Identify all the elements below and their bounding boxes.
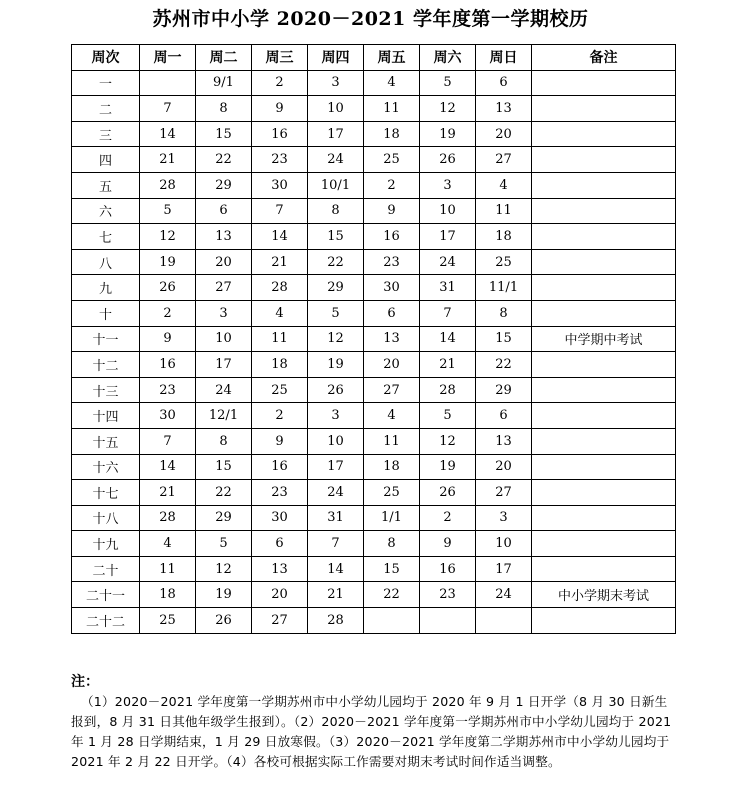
week-row [72, 352, 676, 378]
calendar-body [72, 70, 676, 633]
week-number-cell: 二十二 [72, 608, 140, 634]
date-cell: 15 [476, 326, 532, 352]
date-cell: 24 [476, 582, 532, 608]
week-row [72, 480, 676, 506]
date-cell: 26 [308, 377, 364, 403]
date-cell: 17 [420, 224, 476, 250]
date-cell: 23 [420, 582, 476, 608]
date-cell: 20 [252, 582, 308, 608]
week-row [72, 403, 676, 429]
column-header: 周五 [364, 45, 420, 71]
date-cell: 13 [476, 428, 532, 454]
date-cell: 27 [252, 608, 308, 634]
date-cell: 5 [140, 198, 196, 224]
date-cell: 2 [364, 172, 420, 198]
remark-cell [532, 275, 676, 301]
date-cell: 10 [476, 531, 532, 557]
date-cell: 10 [308, 428, 364, 454]
date-cell: 25 [364, 147, 420, 173]
date-cell: 16 [252, 121, 308, 147]
column-header: 周二 [196, 45, 252, 71]
date-cell: 23 [364, 249, 420, 275]
week-row [72, 198, 676, 224]
week-number-cell: 一 [72, 70, 140, 96]
week-row [72, 70, 676, 96]
remark-cell [532, 352, 676, 378]
date-cell: 18 [364, 121, 420, 147]
date-cell: 2 [420, 505, 476, 531]
date-cell: 15 [196, 454, 252, 480]
date-cell: 6 [476, 70, 532, 96]
week-number-cell: 十八 [72, 505, 140, 531]
remark-cell [532, 377, 676, 403]
date-cell: 8 [364, 531, 420, 557]
week-number-cell: 四 [72, 147, 140, 173]
date-cell: 30 [364, 275, 420, 301]
date-cell [140, 70, 196, 96]
date-cell [420, 608, 476, 634]
page-title: 苏州市中小学 2020－2021 学年度第一学期校历 [152, 8, 589, 30]
date-cell: 12 [196, 556, 252, 582]
date-cell: 21 [308, 582, 364, 608]
date-cell: 3 [308, 403, 364, 429]
date-cell: 18 [140, 582, 196, 608]
date-cell: 14 [420, 326, 476, 352]
remark-cell [532, 121, 676, 147]
date-cell: 3 [476, 505, 532, 531]
date-cell: 13 [476, 96, 532, 122]
week-row [72, 582, 676, 608]
remark-cell [532, 147, 676, 173]
week-row [72, 326, 676, 352]
date-cell: 29 [196, 505, 252, 531]
date-cell: 9 [252, 96, 308, 122]
date-cell [476, 608, 532, 634]
date-cell: 7 [140, 96, 196, 122]
date-cell: 15 [308, 224, 364, 250]
week-number-cell: 十三 [72, 377, 140, 403]
week-row [72, 172, 676, 198]
date-cell: 9 [364, 198, 420, 224]
date-cell: 15 [364, 556, 420, 582]
date-cell: 16 [252, 454, 308, 480]
week-number-cell: 二十一 [72, 582, 140, 608]
column-header: 周一 [140, 45, 196, 71]
date-cell: 14 [140, 121, 196, 147]
date-cell: 12 [308, 326, 364, 352]
notes-body: （1）2020－2021 学年度第一学期苏州市中小学幼儿园均于 2020 年 9 月 1 日开学（8 月 30 日新生报到，8 月 31 日其他年级学生报到）。（2）2020－2021 学年度第一学期苏州市中小学幼儿园均于 2021 年 1 月 28 日学期结束，1 月 29 日放寒假。（3）2020－2021 学年度第二学期苏州市中小学幼儿园均于 2021 年 2 月 22 日开学。（4）各校可根据实际工作需要对期末考试时间作适当调整。 [71, 694, 672, 769]
date-cell: 30 [252, 172, 308, 198]
date-cell: 27 [476, 480, 532, 506]
date-cell: 25 [476, 249, 532, 275]
date-cell: 6 [476, 403, 532, 429]
remark-cell [532, 531, 676, 557]
date-cell: 9 [140, 326, 196, 352]
date-cell: 3 [420, 172, 476, 198]
date-cell: 23 [252, 147, 308, 173]
date-cell: 23 [252, 480, 308, 506]
remark-cell [532, 300, 676, 326]
week-number-cell: 七 [72, 224, 140, 250]
date-cell: 27 [196, 275, 252, 301]
date-cell: 2 [252, 403, 308, 429]
date-cell: 6 [364, 300, 420, 326]
date-cell: 11 [140, 556, 196, 582]
date-cell: 25 [364, 480, 420, 506]
remark-cell [532, 70, 676, 96]
date-cell: 24 [308, 147, 364, 173]
column-header: 周次 [72, 45, 140, 71]
week-number-cell: 五 [72, 172, 140, 198]
date-cell: 1/1 [364, 505, 420, 531]
date-cell: 30 [252, 505, 308, 531]
date-cell: 23 [140, 377, 196, 403]
week-number-cell: 二 [72, 96, 140, 122]
date-cell: 12 [140, 224, 196, 250]
date-cell: 28 [140, 505, 196, 531]
date-cell: 16 [140, 352, 196, 378]
date-cell: 5 [420, 403, 476, 429]
date-cell: 20 [364, 352, 420, 378]
week-row [72, 300, 676, 326]
date-cell: 6 [252, 531, 308, 557]
remark-cell [532, 480, 676, 506]
date-cell: 16 [420, 556, 476, 582]
date-cell: 24 [420, 249, 476, 275]
date-cell: 29 [308, 275, 364, 301]
date-cell: 4 [476, 172, 532, 198]
week-row [72, 505, 676, 531]
date-cell: 13 [252, 556, 308, 582]
date-cell: 11 [364, 428, 420, 454]
date-cell: 4 [364, 403, 420, 429]
date-cell: 29 [196, 172, 252, 198]
date-cell: 8 [308, 198, 364, 224]
column-header: 备注 [532, 45, 676, 71]
date-cell: 24 [196, 377, 252, 403]
date-cell: 5 [308, 300, 364, 326]
week-number-cell: 十四 [72, 403, 140, 429]
date-cell: 7 [140, 428, 196, 454]
date-cell: 26 [420, 147, 476, 173]
date-cell: 12 [420, 428, 476, 454]
remark-cell [532, 428, 676, 454]
date-cell: 9 [420, 531, 476, 557]
date-cell: 4 [252, 300, 308, 326]
week-row [72, 377, 676, 403]
date-cell: 31 [308, 505, 364, 531]
remark-cell [532, 403, 676, 429]
date-cell: 25 [140, 608, 196, 634]
date-cell: 4 [364, 70, 420, 96]
date-cell: 8 [196, 428, 252, 454]
week-number-cell: 三 [72, 121, 140, 147]
date-cell: 20 [476, 121, 532, 147]
date-cell: 10 [196, 326, 252, 352]
week-number-cell: 十九 [72, 531, 140, 557]
week-number-cell: 十六 [72, 454, 140, 480]
week-row [72, 556, 676, 582]
column-header: 周日 [476, 45, 532, 71]
date-cell: 2 [252, 70, 308, 96]
notes-section [71, 672, 675, 772]
date-cell: 30 [140, 403, 196, 429]
column-header: 周四 [308, 45, 364, 71]
week-number-cell: 二十 [72, 556, 140, 582]
date-cell: 28 [140, 172, 196, 198]
date-cell: 9/1 [196, 70, 252, 96]
week-number-cell: 十二 [72, 352, 140, 378]
remark-cell [532, 96, 676, 122]
remark-cell [532, 172, 676, 198]
date-cell: 25 [252, 377, 308, 403]
remark-cell [532, 608, 676, 634]
remark-cell: 中学期中考试 [532, 326, 676, 352]
date-cell: 10 [420, 198, 476, 224]
date-cell: 13 [364, 326, 420, 352]
week-row [72, 531, 676, 557]
week-row [72, 608, 676, 634]
remark-cell [532, 505, 676, 531]
date-cell: 7 [308, 531, 364, 557]
header-row [72, 45, 676, 71]
date-cell: 31 [420, 275, 476, 301]
date-cell: 26 [140, 275, 196, 301]
date-cell: 21 [140, 480, 196, 506]
date-cell: 7 [420, 300, 476, 326]
date-cell: 17 [308, 454, 364, 480]
date-cell: 6 [196, 198, 252, 224]
date-cell: 12/1 [196, 403, 252, 429]
date-cell: 18 [476, 224, 532, 250]
column-header: 周三 [252, 45, 308, 71]
date-cell: 19 [308, 352, 364, 378]
date-cell: 14 [252, 224, 308, 250]
date-cell: 8 [476, 300, 532, 326]
date-cell: 11 [476, 198, 532, 224]
date-cell: 15 [196, 121, 252, 147]
notes-heading: 注： [71, 674, 99, 690]
remark-cell [532, 454, 676, 480]
week-row [72, 275, 676, 301]
date-cell: 10 [308, 96, 364, 122]
date-cell: 14 [308, 556, 364, 582]
date-cell: 3 [196, 300, 252, 326]
date-cell: 5 [420, 70, 476, 96]
date-cell: 4 [140, 531, 196, 557]
week-number-cell: 十七 [72, 480, 140, 506]
week-number-cell: 十五 [72, 428, 140, 454]
date-cell: 11 [364, 96, 420, 122]
week-number-cell: 八 [72, 249, 140, 275]
week-row [72, 454, 676, 480]
week-row [72, 249, 676, 275]
date-cell: 17 [476, 556, 532, 582]
date-cell: 18 [364, 454, 420, 480]
remark-cell: 中小学期末考试 [532, 582, 676, 608]
date-cell: 13 [196, 224, 252, 250]
remark-cell [532, 224, 676, 250]
date-cell: 19 [420, 121, 476, 147]
date-cell: 26 [420, 480, 476, 506]
date-cell: 27 [364, 377, 420, 403]
date-cell: 28 [308, 608, 364, 634]
date-cell: 22 [308, 249, 364, 275]
date-cell: 29 [476, 377, 532, 403]
date-cell: 7 [252, 198, 308, 224]
date-cell: 22 [476, 352, 532, 378]
date-cell: 27 [476, 147, 532, 173]
date-cell: 19 [420, 454, 476, 480]
week-row [72, 428, 676, 454]
date-cell: 2 [140, 300, 196, 326]
remark-cell [532, 198, 676, 224]
date-cell: 22 [364, 582, 420, 608]
remark-cell [532, 249, 676, 275]
week-number-cell: 十 [72, 300, 140, 326]
week-row [72, 147, 676, 173]
date-cell: 10/1 [308, 172, 364, 198]
week-row [72, 121, 676, 147]
week-number-cell: 六 [72, 198, 140, 224]
date-cell: 22 [196, 147, 252, 173]
date-cell: 17 [308, 121, 364, 147]
date-cell: 28 [252, 275, 308, 301]
date-cell: 22 [196, 480, 252, 506]
date-cell: 3 [308, 70, 364, 96]
date-cell: 24 [308, 480, 364, 506]
date-cell: 18 [252, 352, 308, 378]
week-row [72, 224, 676, 250]
calendar-table [71, 44, 676, 634]
date-cell: 16 [364, 224, 420, 250]
date-cell: 21 [420, 352, 476, 378]
date-cell: 28 [420, 377, 476, 403]
date-cell: 20 [196, 249, 252, 275]
date-cell: 11/1 [476, 275, 532, 301]
date-cell: 9 [252, 428, 308, 454]
date-cell: 19 [140, 249, 196, 275]
date-cell [364, 608, 420, 634]
week-number-cell: 十一 [72, 326, 140, 352]
date-cell: 5 [196, 531, 252, 557]
remark-cell [532, 556, 676, 582]
date-cell: 14 [140, 454, 196, 480]
date-cell: 20 [476, 454, 532, 480]
date-cell: 21 [140, 147, 196, 173]
date-cell: 17 [196, 352, 252, 378]
week-number-cell: 九 [72, 275, 140, 301]
date-cell: 11 [252, 326, 308, 352]
date-cell: 21 [252, 249, 308, 275]
date-cell: 19 [196, 582, 252, 608]
week-row [72, 96, 676, 122]
column-header: 周六 [420, 45, 476, 71]
date-cell: 26 [196, 608, 252, 634]
date-cell: 12 [420, 96, 476, 122]
date-cell: 8 [196, 96, 252, 122]
